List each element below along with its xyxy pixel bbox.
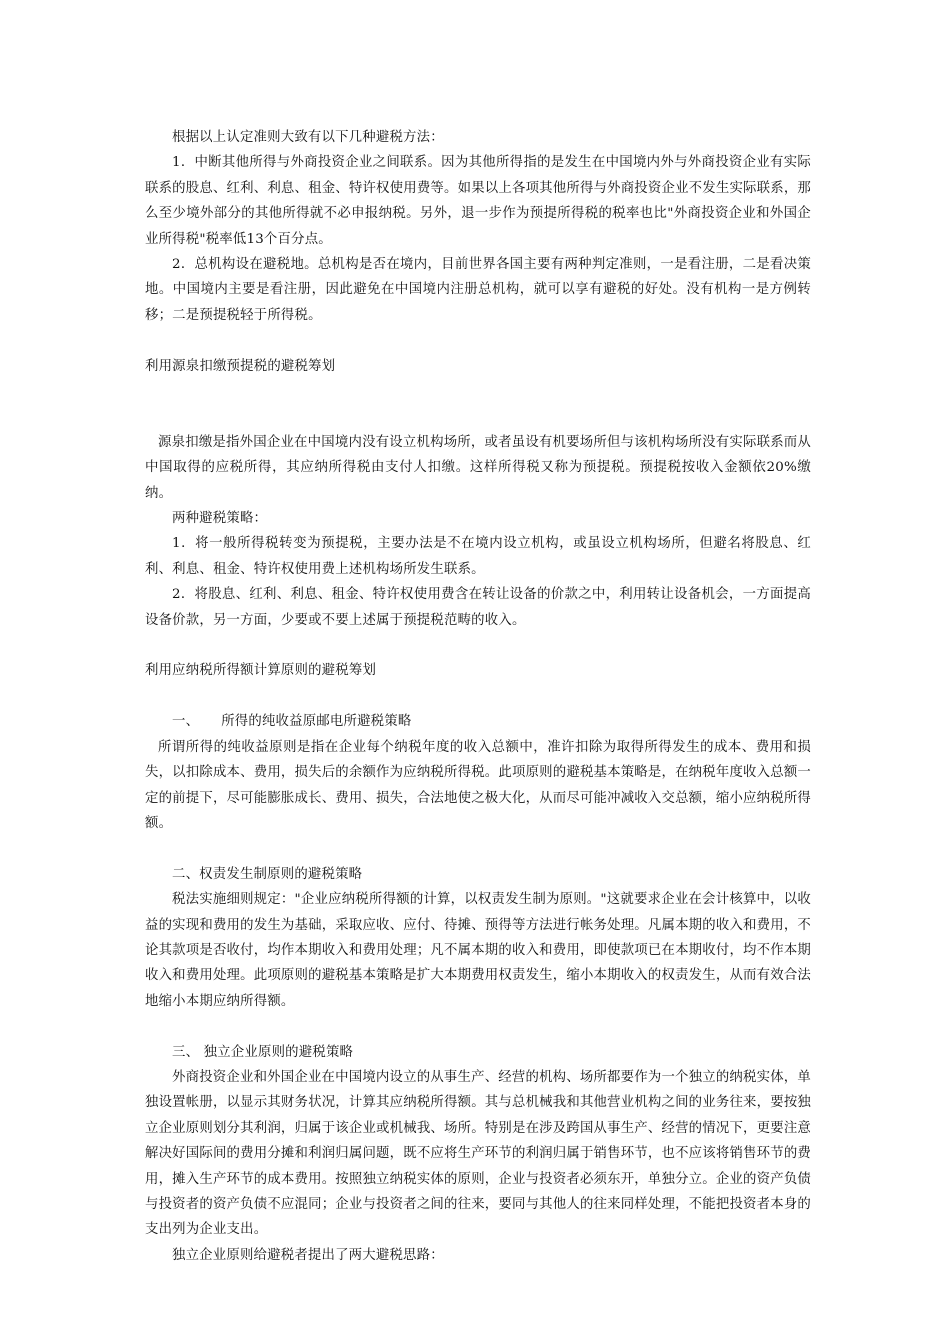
spacer (145, 1014, 811, 1039)
section-heading-taxable-income: 利用应纳税所得额计算原则的避税筹划 (145, 663, 377, 679)
paragraph-net-income: 所谓所得的纯收益原则是指在企业每个纳税年度的收入总额中，准许扣除为取得所得发生的成本、费用和损失，以扣除成本、费用，损失后的余额作为应纳税所得税。此项原则的避税基本策略是，在纳税年度收入总额一定的前提下，尽可能膨胀成长、费用、损失，合法地使之极大化，从而尽可能冲减收入交总额，缩小应纳税所得额。 (145, 739, 811, 831)
paragraph-intro: 根据以上认定准则大致有以下几种避税方法： (172, 130, 444, 145)
paragraph-independent-enterprise: 外商投资企业和外国企业在中国境内设立的从事生产、经营的机构、场所都要作为一个独立的纳税实体，单独设置帐册，以显示其财务状况，计算其应纳税所得额。其与总机械我和其他营业机构之间的业务往来，要按独立企业原则划分其利润，归属于该企业或机械我、场所。特别是在涉及跨国从事生产、经营的情况下，更要注意解决好国际间的费用分摊和利润归属问题，既不应将生产环节的利润归属于销售环节，也不应该将销售环节的费用，摊入生产环节的成本费用。按照独立纳税实体的原则，企业与投资者必须东开，单独分立。企业的资产负债与投资者的资产负债不应混同；企业与投资者之间的往来，要同与其他人的往来同样处理，不能把投资者本身的支出列为企业支出。 (145, 1069, 811, 1238)
paragraph-two-strategies: 两种避税策略： (172, 511, 268, 527)
subsection-heading-accrual: 二、权责发生制原则的避税策略 (172, 866, 363, 882)
spacer (145, 684, 811, 709)
paragraph-withholding-definition: 源泉扣缴是指外国企业在中国境内没有设立机构场所，或者虽设有机要场所但与该机构场所没有实际联系而从中国取得的应税所得，其应纳所得税由支付人扣缴。这样所得税又称为预提税。预提税按收入金额依20%缴纳。 (145, 434, 811, 501)
paragraph-strategy-1: 1．将一般所得税转变为预提税，主要办法是不在境内设立机构，或虽设立机构场所，但避名将股息、红利、利息、租金、特许权使用费上述机构场所发生联系。 (145, 536, 811, 577)
subsection-heading-net-income: 一、 所得的纯收益原邮电所避税策略 (172, 714, 412, 730)
paragraph-method-2: 2．总机构设在避税地。总机构是否在境内，目前世界各国主要有两种判定准则，一是看注册，二是看决策地。中国境内主要是看注册，因此避免在中国境内注册总机构，就可以享有避税的好处。没有机构一是方例转移；二是预提税轻于所得税。 (145, 257, 811, 323)
paragraph-accrual: 税法实施细则规定："企业应纳税所得额的计算，以权责发生制为原则。"这就要求企业在会计核算中，以收益的实现和费用的发生为基础，采取应收、应付、待摊、预得等方法进行帐务处理。凡属本期的收入和费用，不论其款项是否收付，均作本期收入和费用处理；凡不属本期的收入和费用，即使款项已在本期收付，均不作本期收入和费用处理。此项原则的避税基本策略是扩大本期费用权责发生，缩小本期收入的权责发生，从而有效合法地缩小本期应纳所得额。 (145, 892, 811, 1009)
document-page (145, 125, 811, 1268)
spacer (145, 379, 811, 430)
paragraph-method-1: 1．中断其他所得与外商投资企业之间联系。因为其他所得指的是发生在中国境内外与外商投资企业有实际联系的股息、红利、利息、租金、特许权使用费等。如果以上各项其他所得与外商投资企业不发生实际联系，那么至少境外部分的其他所得就不必申报纳税。另外，退一步作为预提所得税的税率也比"外商投资企业和外国企业所得税"税率低13个百分点。 (145, 155, 811, 247)
spacer (145, 328, 811, 353)
spacer (145, 836, 811, 861)
subsection-heading-independent-enterprise: 三、 独立企业原则的避税策略 (172, 1044, 354, 1060)
section-heading-withholding: 利用源泉扣缴预提税的避税筹划 (145, 358, 336, 374)
spacer (145, 633, 811, 658)
paragraph-two-approaches: 独立企业原则给避税者提出了两大避税思路： (172, 1247, 444, 1263)
paragraph-strategy-2: 2．将股息、红利、利息、租金、特许权使用费含在转让设备的价款之中，利用转让设备机会，一方面提高设备价款，另一方面，少要或不要上述属于预提税范畴的收入。 (145, 587, 811, 628)
